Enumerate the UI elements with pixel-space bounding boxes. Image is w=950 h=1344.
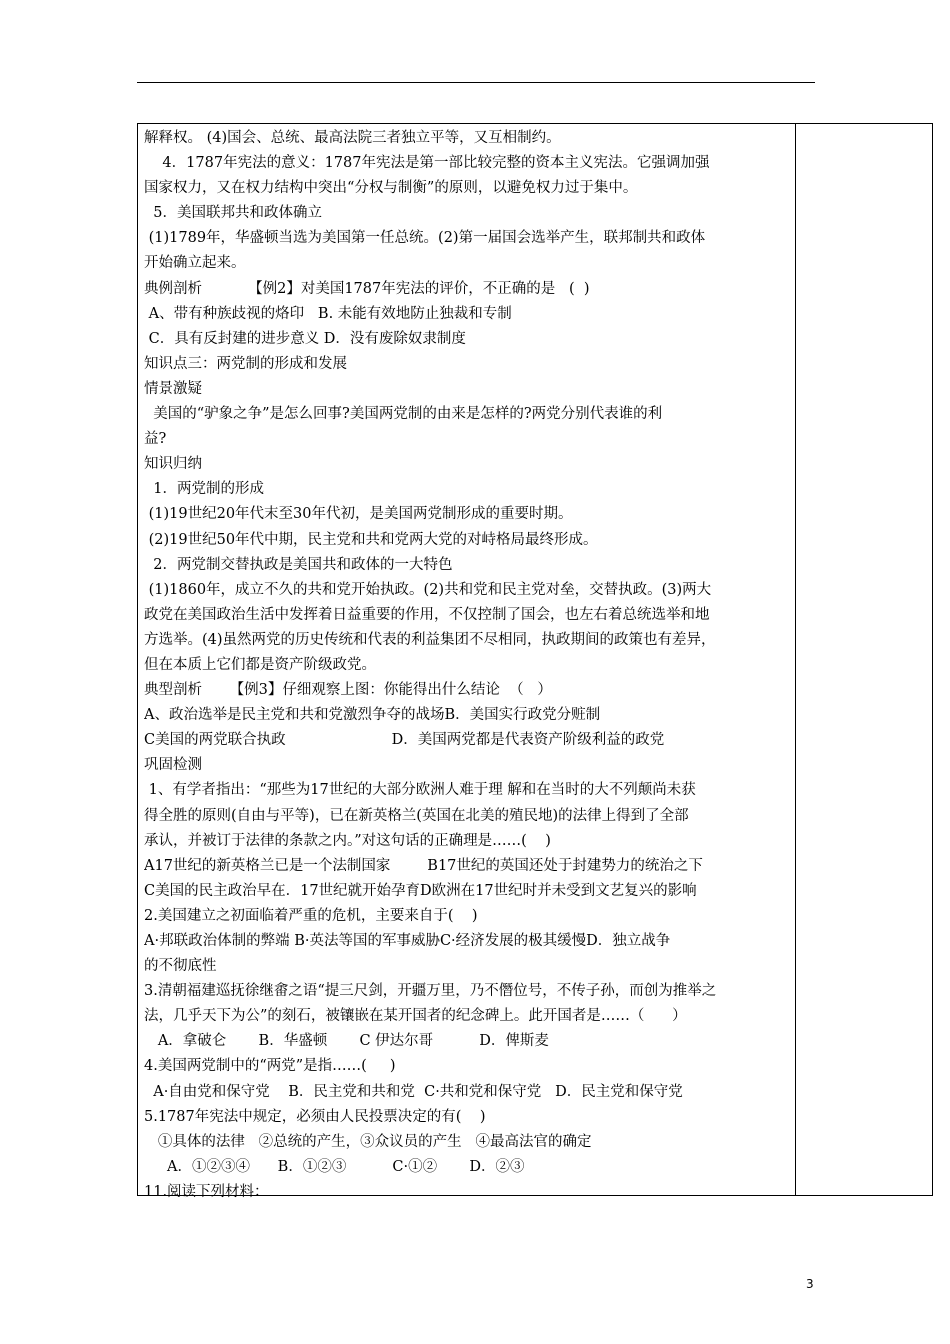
text-line: (1)1789年，华盛顿当选为美国第一任总统。(2)第一届国会选举产生，联邦制共和政体 — [144, 230, 706, 247]
text-line: C美国的民主政治早在．17世纪就开始孕育D欧洲在17世纪时并未受到文艺复兴的影响 — [144, 882, 697, 899]
text-line: 美国的“驴象之争”是怎么回事?美国两党制的由来是怎样的?两党分别代表谁的利 — [144, 406, 663, 423]
column-divider — [795, 123, 796, 1196]
document-body — [144, 126, 790, 1205]
text-line: 2．两党制交替执政是美国共和政体的一大特色 — [144, 556, 453, 573]
text-line: A·邦联政治体制的弊端 B·英法等国的军事威胁C·经济发展的极其缓慢D．独立战争 — [144, 933, 671, 949]
text-line: A、带有种族歧视的烙印 B. 未能有效地防止独裁和专制 — [144, 305, 512, 322]
text-line: 5．美国联邦共和政体确立 — [144, 205, 322, 222]
page-number: 3 — [806, 1277, 814, 1291]
text-line: 知识归纳 — [144, 456, 202, 473]
text-line: 开始确立起来。 — [144, 255, 246, 272]
text-line: 典例剖析 【例2】对美国1787年宪法的评价，不正确的是 ( ) — [144, 280, 590, 297]
text-line: 得全胜的原则(自由与平等)，已在新英格兰(英国在北美的殖民地)的法律上得到了全部 — [144, 807, 689, 824]
text-line: ①具体的法律 ②总统的产生，③众议员的产生 ④最高法官的确定 — [144, 1133, 592, 1150]
text-line: A17世纪的新英格兰已是一个法制国家 B17世纪的英国还处于封建势力的统治之下 — [144, 857, 703, 874]
text-line: 1．两党制的形成 — [144, 481, 264, 498]
text-line: C美国的两党联合执政 D．美国两党都是代表资产阶级利益的政党 — [144, 732, 665, 749]
text-line: 5.1787年宪法中规定，必须由人民投票决定的有( ) — [144, 1108, 486, 1125]
text-line: 国家权力，又在权力结构中突出“分权与制衡”的原则，以避免权力过于集中。 — [144, 180, 638, 197]
text-line: 政党在美国政治生活中发挥着日益重要的作用，不仅控制了国会，也左右着总统选举和地 — [144, 606, 710, 623]
text-line: 巩固检测 — [144, 757, 202, 774]
text-line: 但在本质上它们都是资产阶级政党。 — [144, 656, 376, 673]
text-line: 11.阅读下列材料： — [144, 1183, 269, 1200]
text-line: A、政治选举是民主党和共和党激烈争夺的战场B．美国实行政党分赃制 — [144, 707, 601, 724]
text-line: A．拿破仑 B．华盛顿 C 伊达尔哥 D．俾斯麦 — [144, 1033, 549, 1050]
text-line: 解释权。 (4)国会、总统、最高法院三者独立平等，又互相制约。 — [144, 130, 561, 146]
text-line: 4.美国两党制中的“两党”是指……( ) — [144, 1058, 396, 1075]
text-line: A·自由党和保守党 B．民主党和共和党 C·共和党和保守党 D．民主党和保守党 — [144, 1083, 683, 1100]
text-line: C．具有反封建的进步意义 D．没有废除奴隶制度 — [144, 330, 466, 347]
text-line: 4．1787年宪法的意义：1787年宪法是第一部比较完整的资本主义宪法。它强调加强 — [144, 155, 710, 172]
header-rule — [137, 82, 815, 83]
text-line: A．①②③④ B．①②③ C·①② D．②③ — [144, 1158, 525, 1175]
text-line: 法，几乎天下为公”的刻石，被镶嵌在某开国者的纪念碑上。此开国者是……（ ） — [144, 1008, 687, 1025]
text-line: 情景激疑 — [144, 380, 202, 397]
text-line: 3.清朝福建巡抚徐继畬之语“提三尺剑，开疆万里，乃不僭位号，不传子孙，而创为推举之 — [144, 983, 717, 1000]
text-line: (1)19世纪20年代末至30年代初，是美国两党制形成的重要时期。 — [144, 506, 573, 523]
text-line: (2)19世纪50年代中期，民主党和共和党两大党的对峙格局最终形成。 — [144, 531, 598, 548]
text-line: 的不彻底性 — [144, 958, 217, 975]
text-line: 知识点三：两党制的形成和发展 — [144, 355, 347, 372]
text-line: 方选举。(4)虽然两党的历史传统和代表的利益集团不尽相同，执政期间的政策也有差异， — [144, 631, 716, 648]
text-line: 1、有学者指出：“那些为17世纪的大部分欧洲人难于理 解和在当时的大不列颠尚未获 — [144, 782, 696, 799]
text-line: 益? — [144, 431, 167, 448]
text-line: 2.美国建立之初面临着严重的危机，主要来自于( ) — [144, 907, 478, 924]
text-line: (1)1860年，成立不久的共和党开始执政。(2)共和党和民主党对垒，交替执政。(3)两大 — [144, 581, 712, 598]
text-line: 承认，并被订于法律的条款之内。”对这句话的正确理是……( ) — [144, 832, 551, 849]
text-line: 典型剖析 【例3】仔细观察上图：你能得出什么结论 （ ） — [144, 682, 552, 699]
